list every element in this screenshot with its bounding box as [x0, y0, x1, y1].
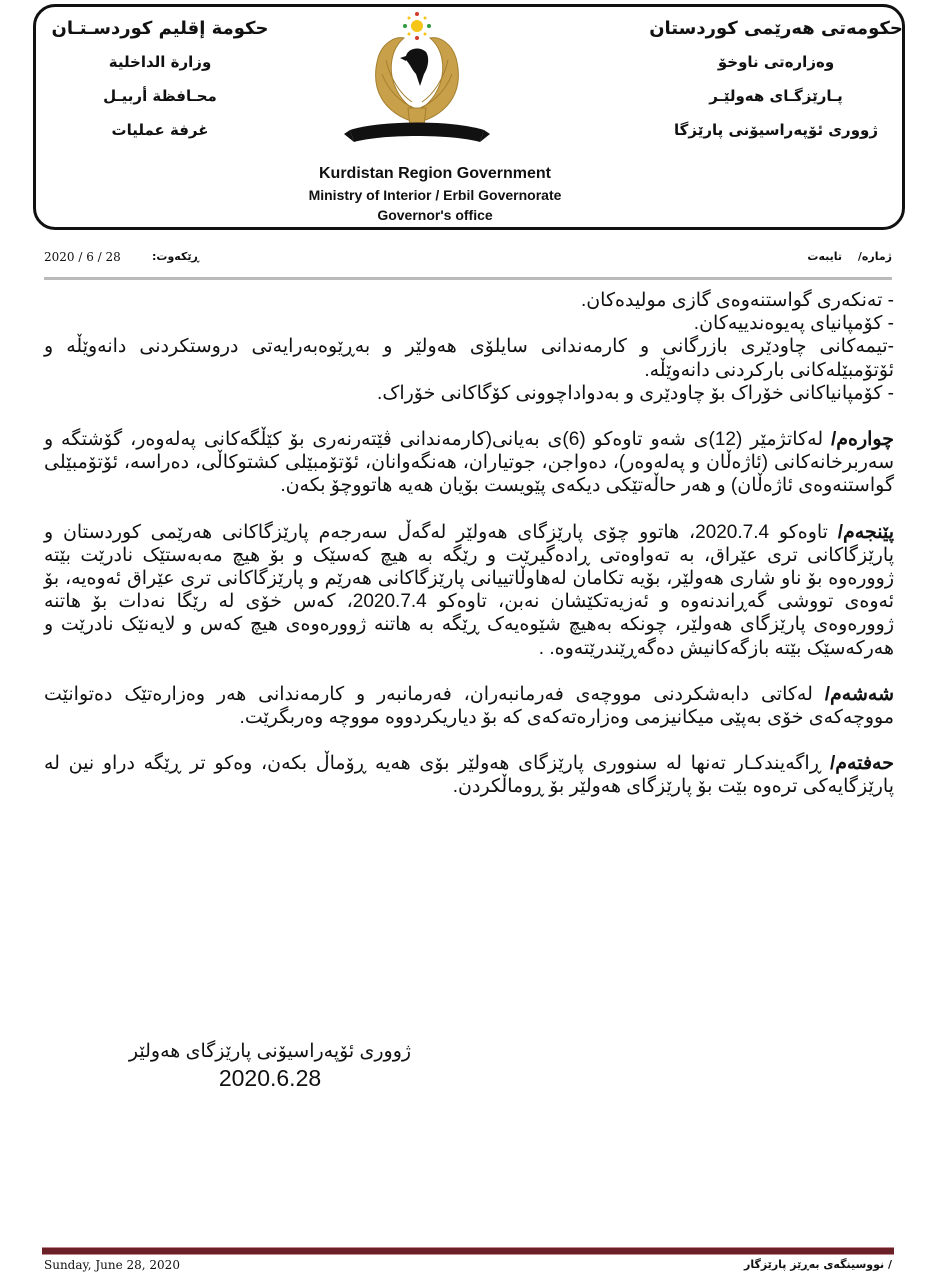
paragraph-text: ڕاگەیندکـار تەنها لە سنووری پارێزگای هەولێر بۆی هەیە ڕۆماڵ بکەن، وەکو تر ڕێگە دراو نین لە پارێزگایەکی ترەوە بێت بۆ پارێزگای هەولێر بۆ ڕوماڵکردن.	[44, 753, 894, 798]
bullet-item: - تەنکەری گواستنەوەی گازی مولیدەکان.	[580, 290, 894, 311]
arabic-ministry-name: وزارة الداخلية	[108, 53, 212, 71]
paragraph-text: لەکاتژمێر (12)ی شەو تاوەکو (6)ی بەیانی(کارمەندانی ڤێتەرنەری بۆ کێڵگەکانی پەلەوەر، گۆشتگە و سەربرخانەکانی (ئاژەڵان و پەلەوەر)، دەواجن، جوتیاران، هەنگەوانان، ئۆتۆمبێلی کشتوکاڵی، دەراسە، ئۆتۆمبێلی گواستنەوەی ئاژەڵان) و هەر حاڵەتێکی دیکەی پێویست بۆیان هەیە هاتووچۆ بکەن.	[44, 429, 894, 497]
sun-icon	[403, 12, 431, 40]
bullet-item: - کۆمپانیاکانی خۆراک بۆ چاودێری و بەدواداچوونی کۆگاکانی خۆراک.	[377, 382, 894, 404]
arabic-office-name: غرفة عمليات	[111, 121, 209, 139]
arabic-government-name: حكومة إقليم كوردسـتـان	[51, 18, 269, 39]
kurdish-governorate-name: پـارێزگـای هەولێـر	[709, 87, 843, 105]
english-office-name: Governor's office	[377, 207, 493, 223]
paragraph-text: لەکاتی دابەشکردنی مووچەی فەرمانبەران، فەرمانبەر و کارمەندانی هەر وەزارەتێک دەتوانێت مووچەکەی خۆی بەپێی میکانیزمی وەزارەتەکەی کە بۆ دیاریکردووە مووچە وەربگرێت.	[44, 683, 894, 729]
paragraph-fifth	[44, 521, 894, 660]
paragraph-fourth	[44, 428, 894, 498]
signoff-office: ژووری ئۆپەراسیۆنی پارێزگای هەولێر	[128, 1041, 412, 1062]
reference-number-label: ژمارە/	[857, 250, 892, 263]
reference-row	[44, 250, 892, 270]
kurdish-ministry-name: وەزارەتی ناوخۆ	[717, 53, 835, 71]
paragraph-label: حەفتەم/	[830, 753, 894, 775]
letter-body	[44, 289, 894, 799]
paragraph-seventh	[44, 752, 894, 798]
bullet-item: - کۆمپانیای پەیوەندییەکان.	[693, 313, 894, 335]
reference-number-value: تایبەت	[807, 250, 843, 263]
paragraph-label: پێنجەم/	[837, 521, 894, 543]
footer-divider	[42, 1247, 894, 1255]
footer-date: Sunday, June 28, 2020	[44, 1258, 180, 1272]
footer-office: / نووسینگەی بەڕێز پارێزگار	[743, 1258, 892, 1271]
english-ministry-name: Ministry of Interior / Erbil Governorate	[308, 187, 562, 203]
reference-number	[807, 250, 892, 263]
paragraph-label: شەشەم/	[824, 683, 894, 705]
paragraph-text: تاوەکو 2020.7.4، هاتوو چۆی پارێزگای هەولێر لەگەڵ سەرجەم پارێزگاکانی هەرێمی کوردستان و پارێزگاکانی تری عێراق، بە تەواوەتی ڕادەگیرێت و رێگە بە هیچ کەسێک و بۆ هیچ مەبەستێک نادرێت بێتە ژوورەوە بۆ ناو شاری هەولێر، بۆیە تکامان لەهاوڵاتییانی پارێزگاکانی هەرێم و پارێزگاکانی تری عێراق ئەوەیە، بۆ ئەوەی تووشی گەڕاندنەوە و ئەزیەتکێشان نەبن، تاوەکو 2020.7.4، کەس خۆی لە رێگا نەدات بۆ هاتنە ژوورەوەی پارێزگای هەولێر، چونکە بەهیچ شێوەیەک ڕێگە بە هاتنە ژوورەوەی هیچ کەس و لایەنێک نادرێت و هەرکەسێک بێتە بازگەکانیش دەگەڕێندرێتەوە. .	[44, 521, 895, 659]
signoff-date: 2020.6.28	[218, 1065, 322, 1091]
arabic-governorate-name: محـافظة أربيـل	[103, 87, 217, 105]
bullet-item: -تیمەکانی چاودێری بازرگانی و کارمەندانی سایلۆی هەولێر و بەڕێوەبەرایەتی دروستکردنی دانەوێڵە و ئۆتۆمبێلەکانی بارکردنی دانەوێڵە.	[44, 336, 894, 381]
arabic-header	[40, 18, 280, 139]
paragraph-label: چوارەم/	[830, 429, 894, 451]
signoff	[100, 1040, 440, 1092]
paragraph-sixth	[44, 683, 894, 729]
english-government-name: Kurdistan Region Government	[318, 165, 552, 182]
kurdish-office-name: ژووری ئۆپەراسیۆنی پارێزگا	[674, 121, 878, 139]
kurdish-header	[646, 18, 906, 139]
reference-date-value: 2020 / 6 / 28	[44, 250, 121, 264]
divider	[44, 277, 892, 280]
krg-eagle-emblem-icon	[342, 8, 492, 156]
reference-date-label: ڕێکەوت:	[152, 250, 199, 263]
kurdish-government-name: حکومەتی هەرێمی کوردستان	[649, 18, 903, 39]
